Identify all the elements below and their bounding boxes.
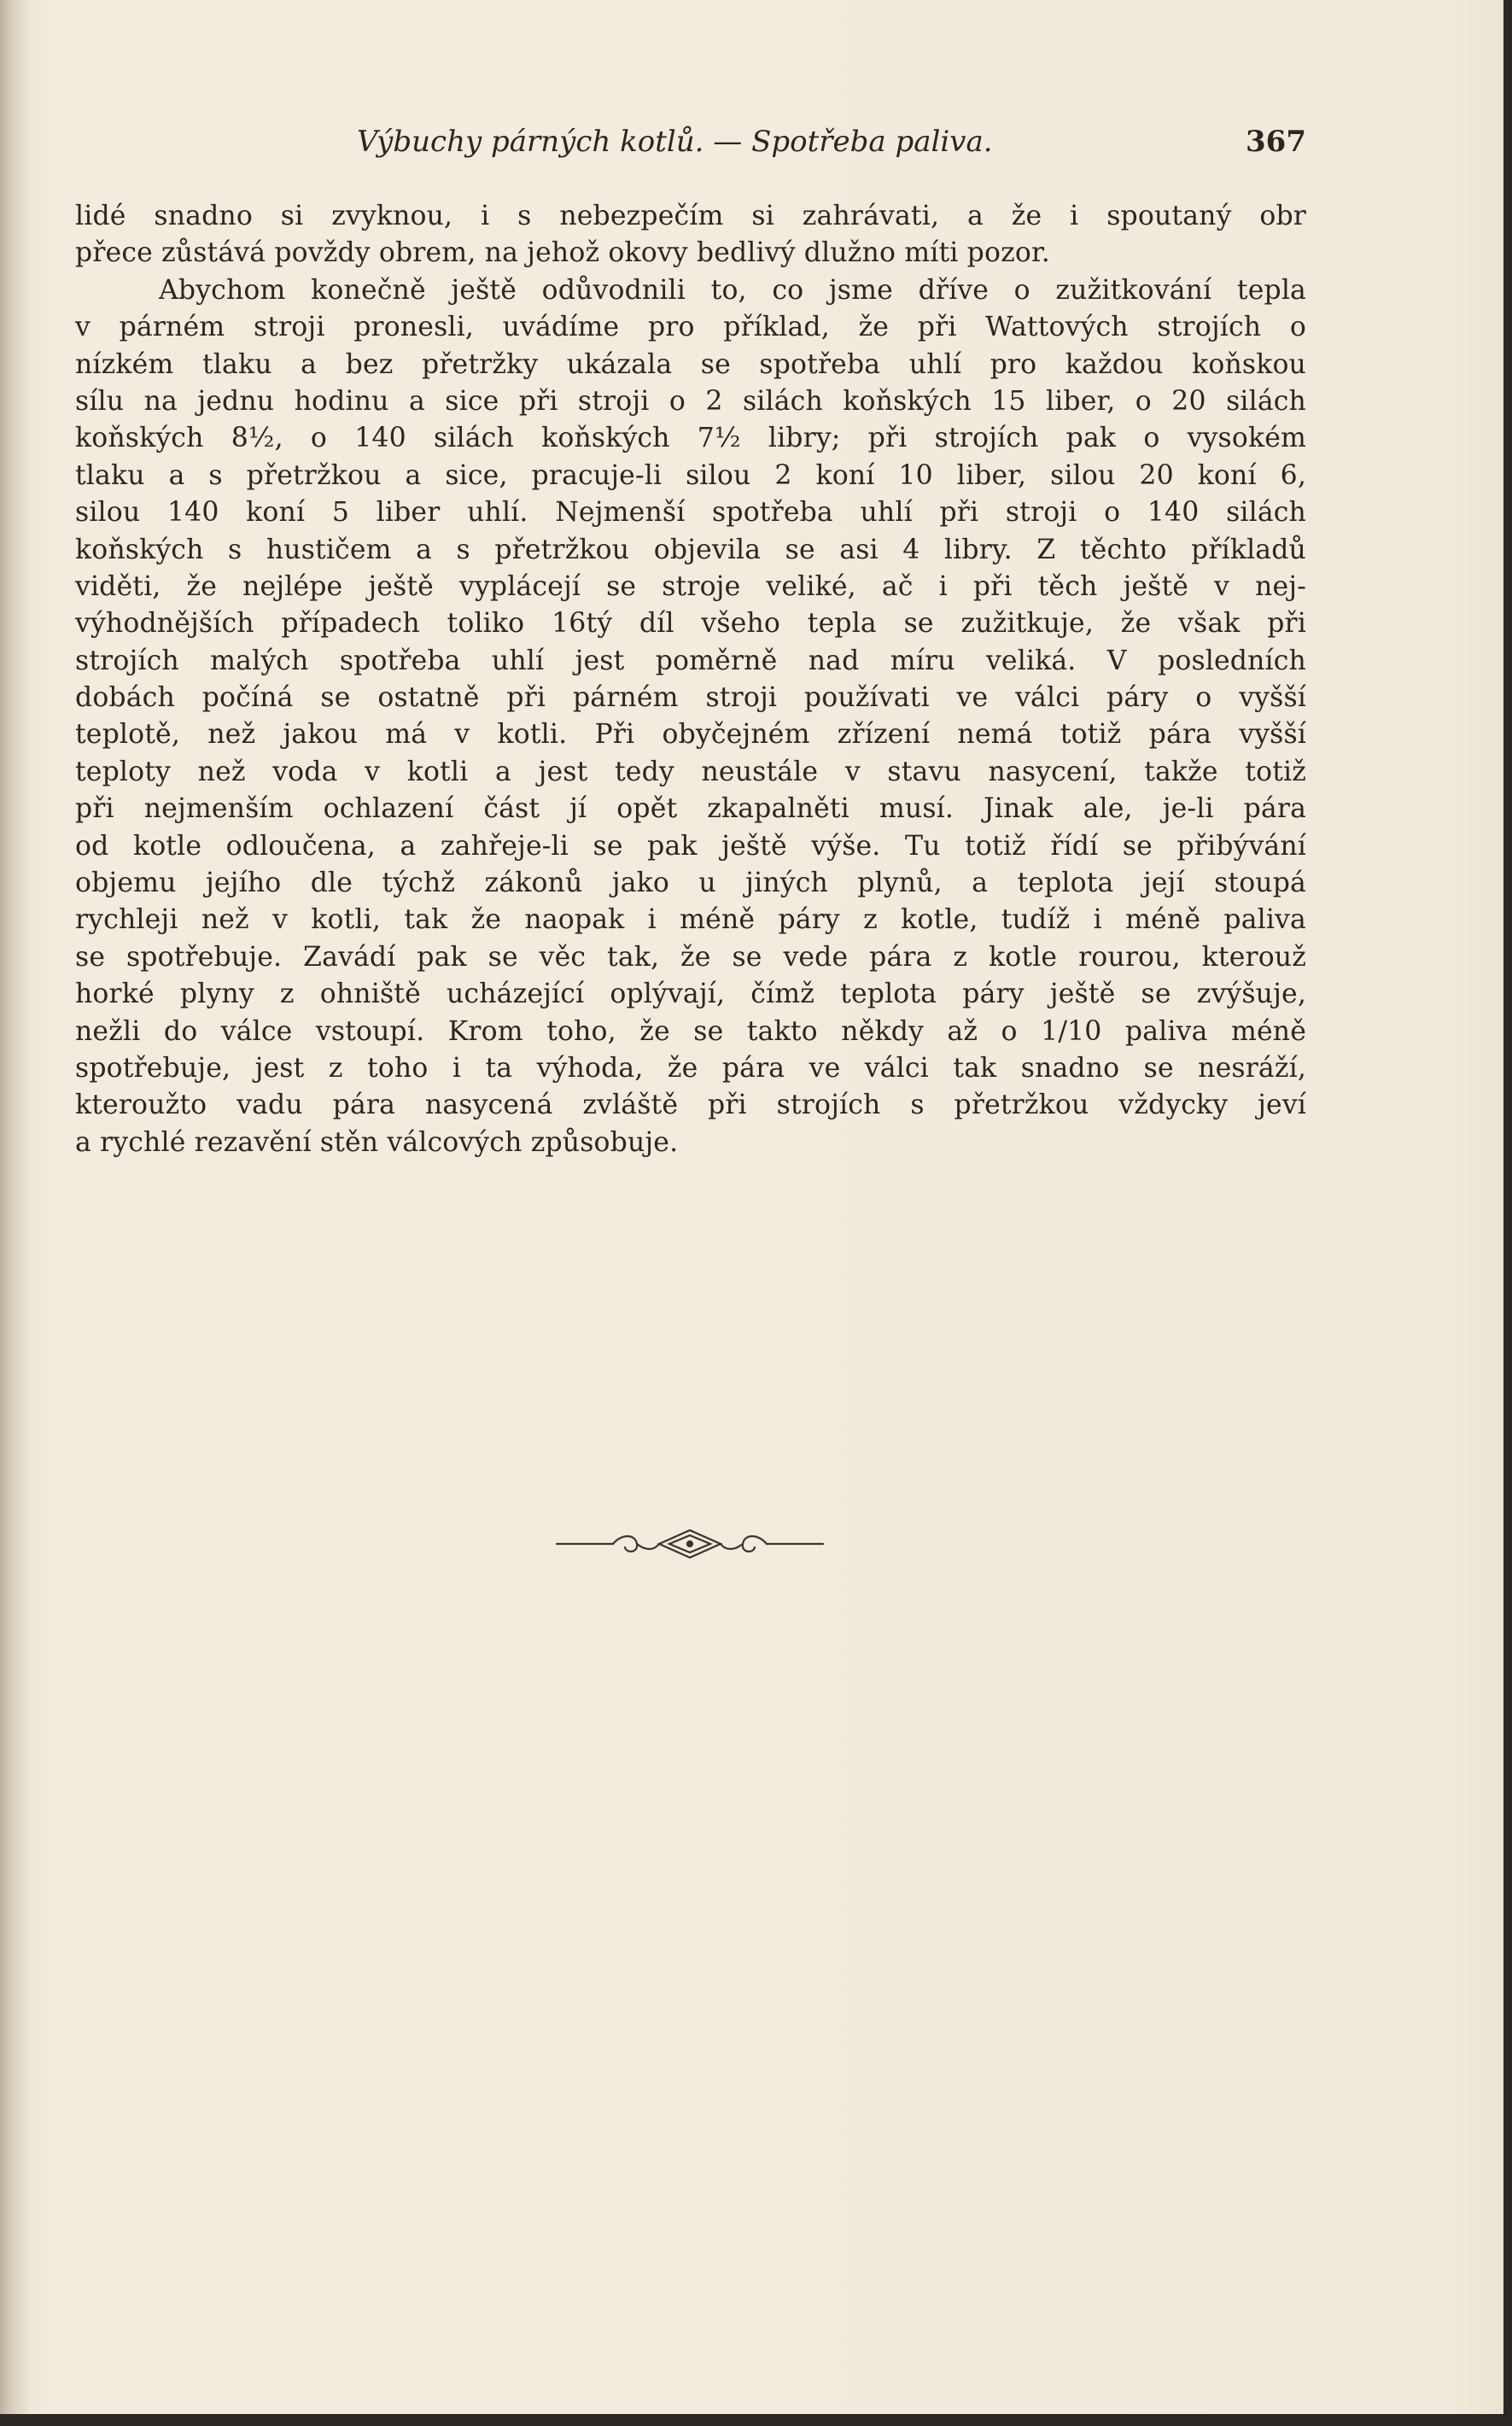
text-line: a rychlé rezavění stěn válcových způsobuje.: [75, 1126, 679, 1158]
page-number: 367: [1246, 125, 1306, 159]
page-gutter-shadow: [0, 0, 29, 2426]
text-line: sílu na jednu hodinu a sice při stroji o 2 silách koňských 15 liber, o 20 silách: [75, 385, 1306, 417]
text-line: lidé snadno si zvyknou, i s nebezpečím si zahrávati, a že i spoutaný obr: [75, 201, 1306, 231]
text-line: silou 140 koní 5 liber uhlí. Nejmenší spotřeba uhlí při stroji o 140 silách: [75, 497, 1306, 529]
text-line: dobách počíná se ostatně při párném stroji používati ve válci páry o vyšší: [75, 682, 1306, 714]
running-title: Výbuchy párných kotlů. — Spotřeba paliva.: [357, 125, 993, 159]
text-line: teploty než voda v kotli a jest tedy neustále v stavu nasycení, takže totiž: [75, 756, 1306, 787]
text-line: nízkém tlaku a bez přetržky ukázala se spotřeba uhlí pro každou koňskou: [75, 348, 1306, 380]
page-header: [77, 125, 1306, 167]
text-line: rychleji než v kotli, tak že naopak i méně páry z kotle, tudíž i méně paliva: [75, 904, 1306, 936]
text-line: teplotě, než jakou má v kotli. Při obyčejném zřízení nemá totiž pára vyšší: [75, 719, 1306, 751]
text-line: kteroužto vadu pára nasycená zvláště při strojích s přetržkou vždycky jeví: [75, 1090, 1306, 1121]
text-line: horké plyny z ohniště ucházející oplývají, čímž teplota páry ještě se zvýšuje,: [75, 979, 1306, 1010]
text-line: viděti, že nejlépe ještě vyplácejí se stroje veliké, ač i při těch ještě v nej-: [75, 570, 1306, 602]
text-line: nežli do válce vstoupí. Krom toho, že se takto někdy až o 1/10 paliva méně: [75, 1015, 1306, 1047]
text-line: výhodnějších případech toliko 16tý díl všeho tepla se zužitkuje, že však při: [75, 608, 1306, 640]
text-line: Abychom konečně ještě odůvodnili to, co jsme dříve o zužitkování tepla: [159, 274, 1306, 306]
scan-border-right: [1503, 0, 1512, 2426]
text-line: objemu jejího dle týchž zákonů jako u jiných plynů, a teplota její stoupá: [75, 868, 1306, 899]
text-line: v párném stroji pronesli, uvádíme pro příklad, že při Wattových strojích o: [75, 312, 1306, 343]
text-line: při nejmenším ochlazení část jí opět zkapalněti musí. Jinak ale, je-li pára: [75, 793, 1306, 825]
text-line: koňských 8½, o 140 silách koňských 7½ libry; při strojích pak o vysokém: [75, 423, 1306, 454]
body-text: [75, 198, 1306, 1161]
decorative-flourish-icon: [553, 1525, 826, 1563]
text-line: tlaku a s přetržkou a sice, pracuje-li silou 2 koní 10 liber, silou 20 koní 6,: [75, 459, 1306, 491]
text-line: od kotle odloučena, a zahřeje-li se pak ještě výše. Tu totiž řídí se přibývání: [75, 830, 1306, 862]
text-line: koňských s hustičem a s přetržkou objevila se asi 4 libry. Z těchto příkladů: [75, 534, 1306, 565]
text-line: přece zůstává povždy obrem, na jehož okovy bedlivý dlužno míti pozor.: [75, 237, 1050, 269]
text-line: se spotřebuje. Zavádí pak se věc tak, že se vede pára z kotle rourou, kterouž: [75, 941, 1306, 973]
scan-border-bottom: [0, 2414, 1512, 2426]
text-line: spotřebuje, jest z toho i ta výhoda, že pára ve válci tak snadno se nesráží,: [75, 1052, 1306, 1084]
text-line: strojích malých spotřeba uhlí jest poměrně nad míru veliká. V posledních: [75, 645, 1306, 676]
